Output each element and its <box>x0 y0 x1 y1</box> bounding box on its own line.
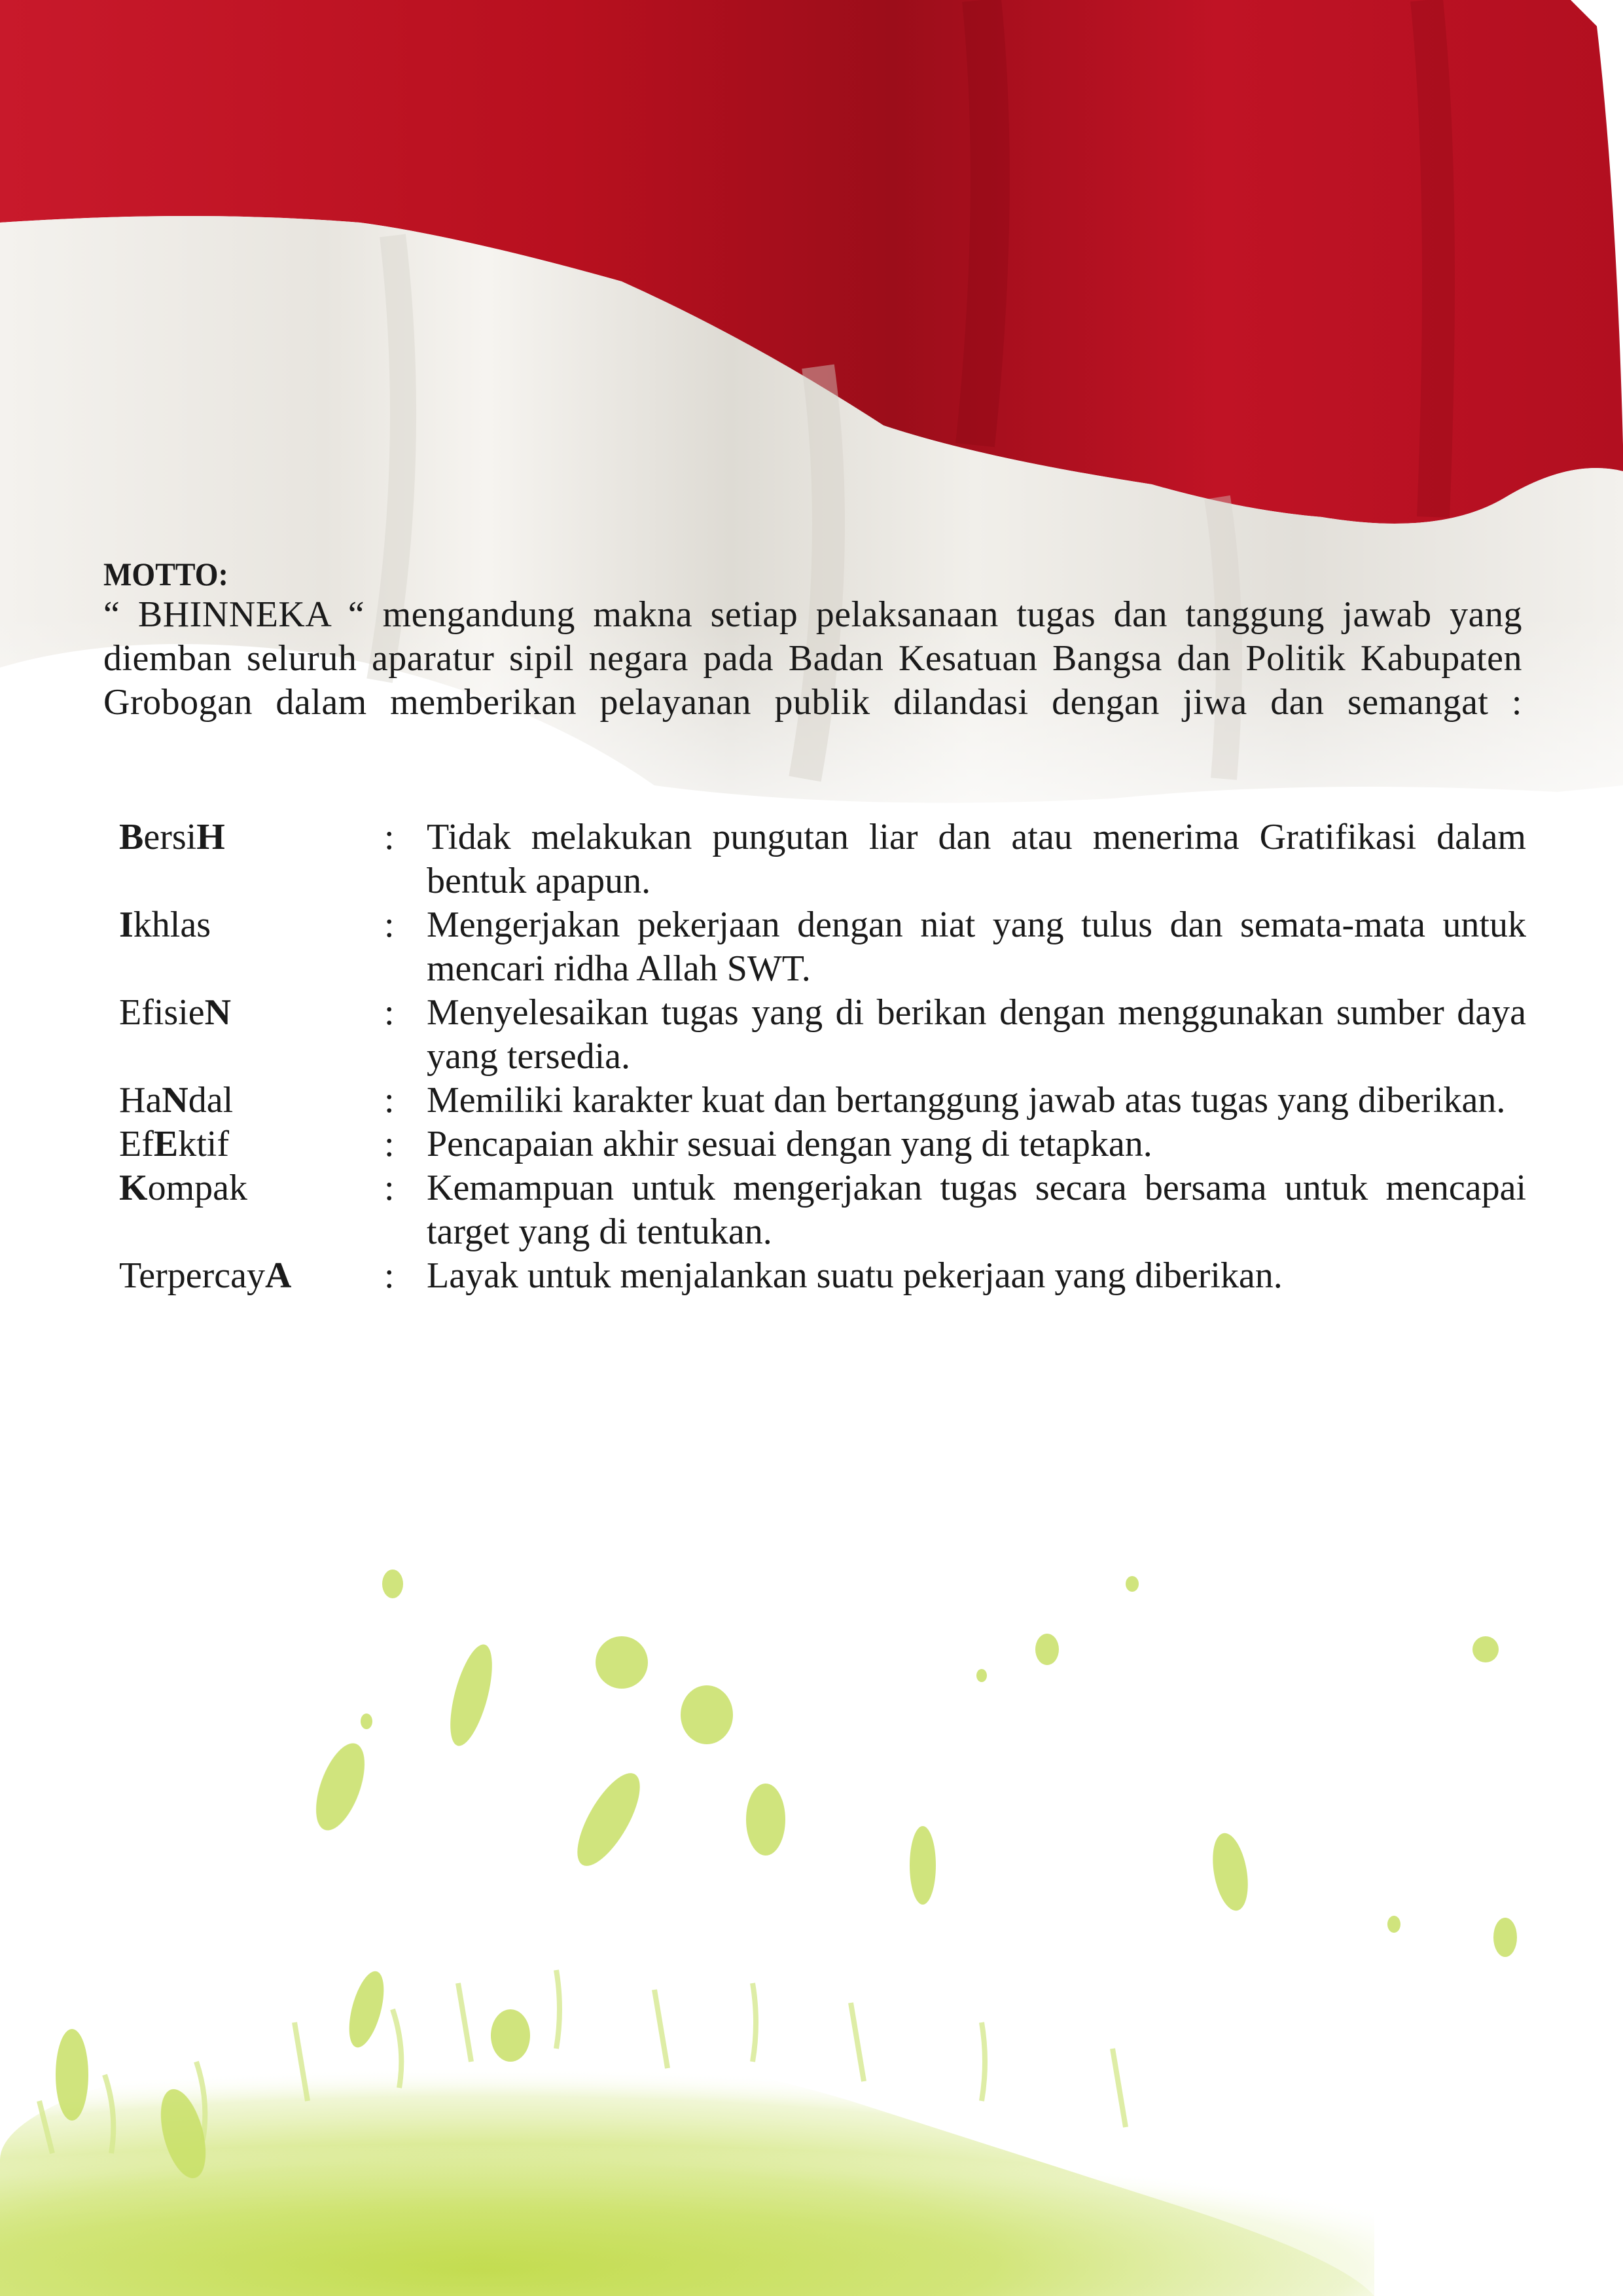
value-term-part: Terpercay <box>119 1255 266 1296</box>
value-separator: : <box>384 905 395 945</box>
value-description: Pencapaian akhir sesuai dengan yang di tetapkan. <box>427 1124 1152 1164</box>
value-term <box>119 903 384 991</box>
values-list <box>119 816 1526 1298</box>
value-item <box>119 816 1526 903</box>
value-description: Memiliki karakter kuat dan bertanggung jawab atas tugas yang diberikan. <box>427 1080 1506 1121</box>
value-separator: : <box>384 1255 395 1296</box>
value-term <box>119 1166 384 1254</box>
value-term-part: ompak <box>147 1168 247 1208</box>
value-term-initial: N <box>162 1080 188 1121</box>
value-term <box>119 816 384 903</box>
value-term-initial: E <box>153 1124 179 1164</box>
value-separator: : <box>384 1080 395 1121</box>
value-separator: : <box>384 817 395 857</box>
value-term-part: ktif <box>178 1124 229 1164</box>
motto-title: MOTTO: <box>103 556 228 592</box>
value-term-part: khlas <box>133 905 211 945</box>
value-item <box>119 991 1526 1079</box>
value-description: Kemampuan untuk mengerjakan tugas secara bersama untuk mencapai target yang di tentukan. <box>427 1168 1526 1252</box>
value-item <box>119 1166 1526 1254</box>
value-term-initial: K <box>119 1168 148 1208</box>
motto-paragraph: “ BHINNEKA “ mengandung makna setiap pelaksanaan tugas dan tanggung jawab yang diemban seluruh aparatur sipil negara pada Badan Kesatuan Bangsa dan Politik Kabupaten Grobogan dalam memberikan pelayanan publik dilandasi dengan jiwa dan semangat : <box>103 594 1522 723</box>
value-term <box>119 1122 384 1166</box>
value-item <box>119 1122 1526 1166</box>
value-separator: : <box>384 1124 395 1164</box>
value-item <box>119 903 1526 991</box>
value-item <box>119 1254 1526 1298</box>
value-description: Menyelesaikan tugas yang di berikan dengan menggunakan sumber daya yang tersedia. <box>427 992 1526 1077</box>
value-term <box>119 991 384 1079</box>
motto-section <box>103 555 1522 768</box>
value-term-initial: H <box>196 817 225 857</box>
value-term-part: Ha <box>119 1080 162 1121</box>
value-term-part: ersi <box>143 817 197 857</box>
value-term-initial: A <box>265 1255 292 1296</box>
value-separator: : <box>384 1168 395 1208</box>
value-term <box>119 1079 384 1122</box>
value-term-part: dal <box>188 1080 234 1121</box>
grass-watercolor-image <box>0 1473 1623 2296</box>
value-term-part: Ef <box>119 1124 154 1164</box>
value-description: Mengerjakan pekerjaan dengan niat yang tulus dan semata-mata untuk mencari ridha Allah SWT. <box>427 905 1526 989</box>
value-term <box>119 1254 384 1298</box>
value-term-initial: N <box>204 992 232 1033</box>
value-term-initial: I <box>119 905 134 945</box>
value-term-initial: B <box>119 817 144 857</box>
value-description: Layak untuk menjalankan suatu pekerjaan yang diberikan. <box>427 1255 1283 1296</box>
value-description: Tidak melakukan pungutan liar dan atau menerima Gratifikasi dalam bentuk apapun. <box>427 817 1526 901</box>
value-term-part: Efisie <box>119 992 205 1033</box>
value-separator: : <box>384 992 395 1033</box>
value-item <box>119 1079 1526 1122</box>
